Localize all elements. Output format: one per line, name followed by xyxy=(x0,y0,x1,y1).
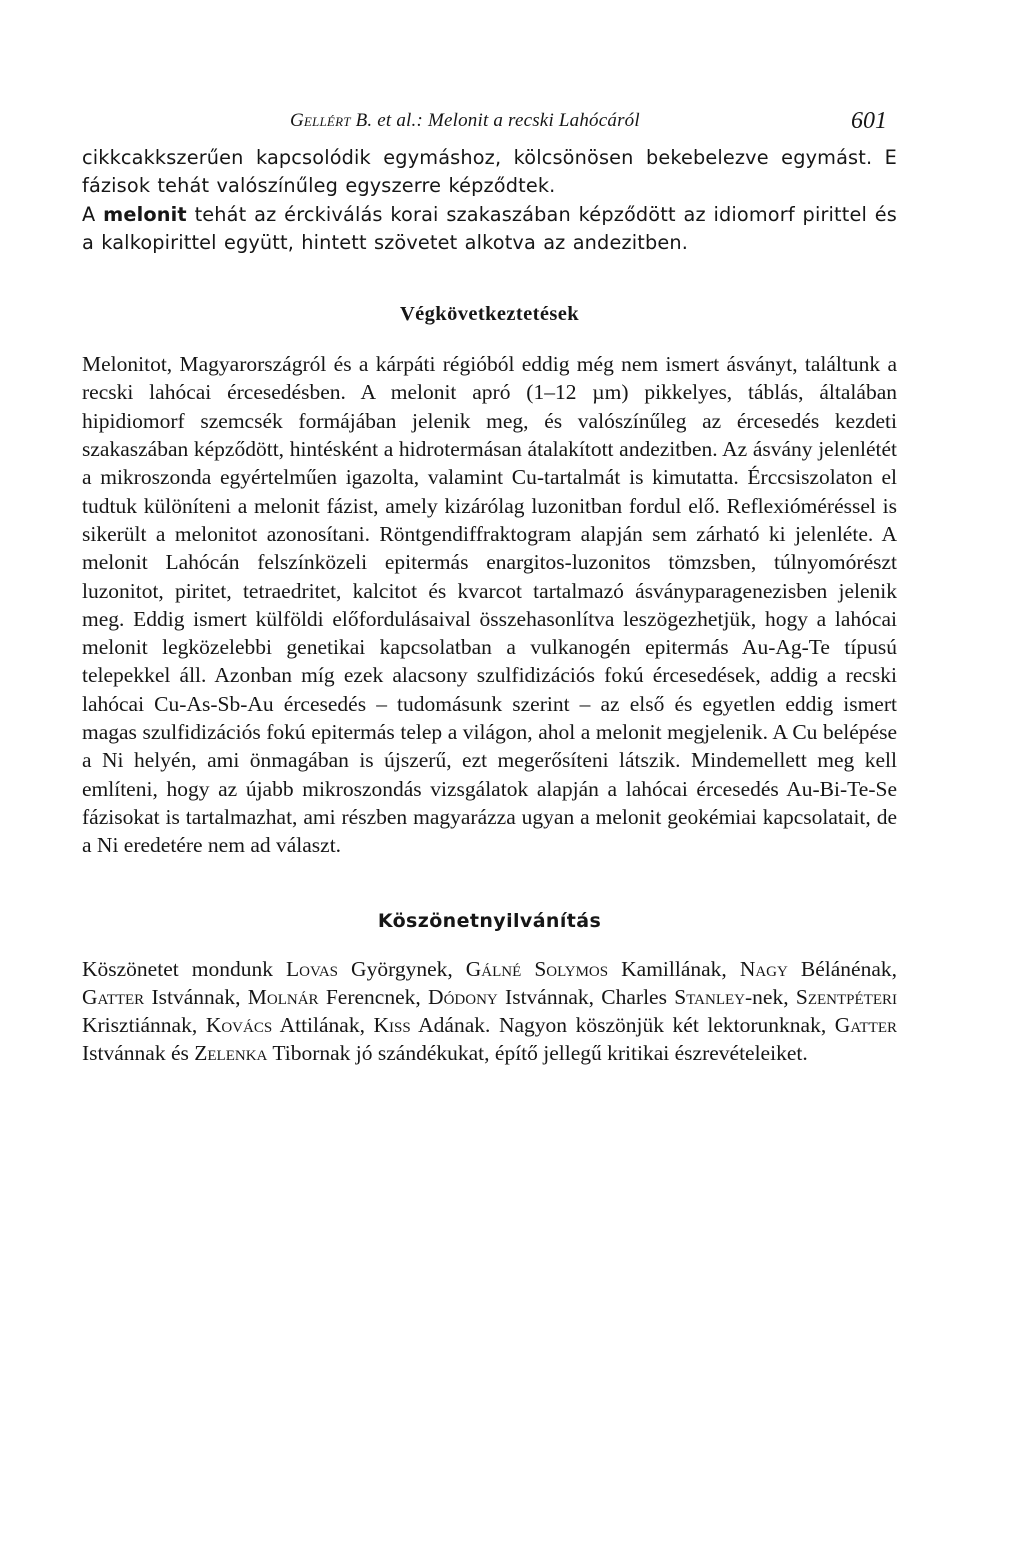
ack-name: Gálné Solymos xyxy=(465,956,609,981)
running-title xyxy=(290,110,640,132)
running-title-author: Gellért xyxy=(290,110,351,131)
running-head xyxy=(82,104,897,144)
running-title-rest: B. et al.: Melonit a recski Lahócáról xyxy=(350,110,640,131)
ack-text: Kamillának, xyxy=(608,956,740,981)
ack-name: Gatter xyxy=(834,1013,897,1038)
page xyxy=(82,104,897,1068)
acknowledgements-section xyxy=(82,955,897,1068)
ack-text: Ferencnek, xyxy=(318,984,429,1009)
conclusions-paragraph: Melonitot, Magyarországról és a kárpáti régióból eddig még nem ismert ásványt, találtunk a recski lahócai ércesedésben. A melonit apró (1–12 µm) pikkelyes, táblás, általában hipidiomorf szemcsék formájában jelenik meg, és valószínűleg az ércesedés kezdeti szakaszában képződött, hintésként a hidrotermásan átalakított andezitben. Az ásvány jelenlétét a mikroszonda egyértelműen igazolta, valamint Cu-tartalmát is kimutatta. Érccsiszolaton el tudtuk különíteni a melonit fázist, amely kizárólag luzonitban fordul elő. Reflexióméréssel is sikerült a melonitot azonosítani. Röntgendiffraktogram alapján sem zárható ki jelenléte. A melonit Lahócán felszínközeli epitermás enargitos-luzonitos tömzsben, túlnyomórészt luzonitot, piritet, tetraedritet, kalcitot és kvarcot tartalmazó ásványparagenezisben jelenik meg. Eddig ismert külföldi előfordulásaival összehasonlítva leszögezhetjük, hogy a lahócai melonit legközelebbi genetikai kapcsolatban a vulkanogén epitermás Au-Ag-Te típusú telepekkel áll. Azonban míg ezek alacsony szulfidizációs fokú ércesedések, addig a recski lahócai Cu-As-Sb-Au ércesedés – tudomásunk szerint – az első és egyetlen eddig ismert magas szulfidizációs fokú epitermás telep a világon, ahol a melonit megjelenik. A Cu belépése a Ni helyén, ami önmagában is újszerű, ezt megerősíteni látszik. Mindemellett meg kell említeni, hogy az újabb mikroszondás vizsgálatok alapján a lahócai ércesedés Au-Bi-Te-Se fázisokat is tartalmazhat, ami részben magyarázza ugyan a melonit geokémiai kapcsolatait, de a Ni eredetére nem ad választ. xyxy=(82,352,897,858)
ack-name: Gatter xyxy=(82,984,145,1009)
ack-text: Attilának, xyxy=(272,1013,374,1038)
ack-text: Györgynek, xyxy=(338,956,466,981)
intro-paragraph-2-rest: tehát az érckiválás korai szakaszában képződött az idiomorf pirittel és a kalkopirittel együtt, hintett szövetet alkotva az andezitben. xyxy=(82,202,897,254)
ack-text: -nek, xyxy=(745,984,796,1009)
ack-name: Nagy xyxy=(739,956,788,981)
intro-paragraph-1: cikkcakkszerűen kapcsolódik egymáshoz, kölcsönösen bekebelezve egymást. E fázisok tehát valószínűleg egyszerre képződtek. xyxy=(82,146,897,198)
bold-term-melonit: melonit xyxy=(103,202,187,226)
acknowledgements-heading: Köszönetnyilvánítás xyxy=(377,909,602,932)
ack-name: Molnár xyxy=(247,984,319,1009)
ack-name: Stanley xyxy=(674,984,746,1009)
ack-text: Köszönetet mondunk xyxy=(82,956,286,981)
ack-name: Szentpéteri xyxy=(795,984,897,1009)
intro-paragraph-2 xyxy=(82,201,897,258)
ack-name: Zelenka xyxy=(194,1041,268,1066)
acknowledgements-paragraph xyxy=(82,955,897,1068)
ack-text: Bélánénak, xyxy=(787,956,897,981)
ack-name: Lovas xyxy=(285,956,339,981)
ack-text: Tibornak jó szándékukat, építő jellegű kritikai észrevételeiket. xyxy=(267,1041,808,1066)
intro-section xyxy=(82,144,897,257)
ack-text: Krisztiánnak, xyxy=(82,1013,206,1038)
page-number: 601 xyxy=(851,108,887,134)
ack-name: Kiss xyxy=(373,1013,411,1038)
ack-text: Istvánnak, Charles xyxy=(497,984,675,1009)
ack-text: Istvánnak, xyxy=(144,984,248,1009)
ack-text: Istvánnak és xyxy=(82,1041,195,1066)
conclusions-heading: Végkövetkeztetések xyxy=(399,303,580,326)
ack-name: Dódony xyxy=(428,984,498,1009)
ack-name: Kovács xyxy=(205,1013,273,1038)
intro-paragraph-2-start: A xyxy=(82,202,104,226)
ack-text: Adának. Nagyon köszönjük két lektorunknak, xyxy=(410,1013,835,1038)
